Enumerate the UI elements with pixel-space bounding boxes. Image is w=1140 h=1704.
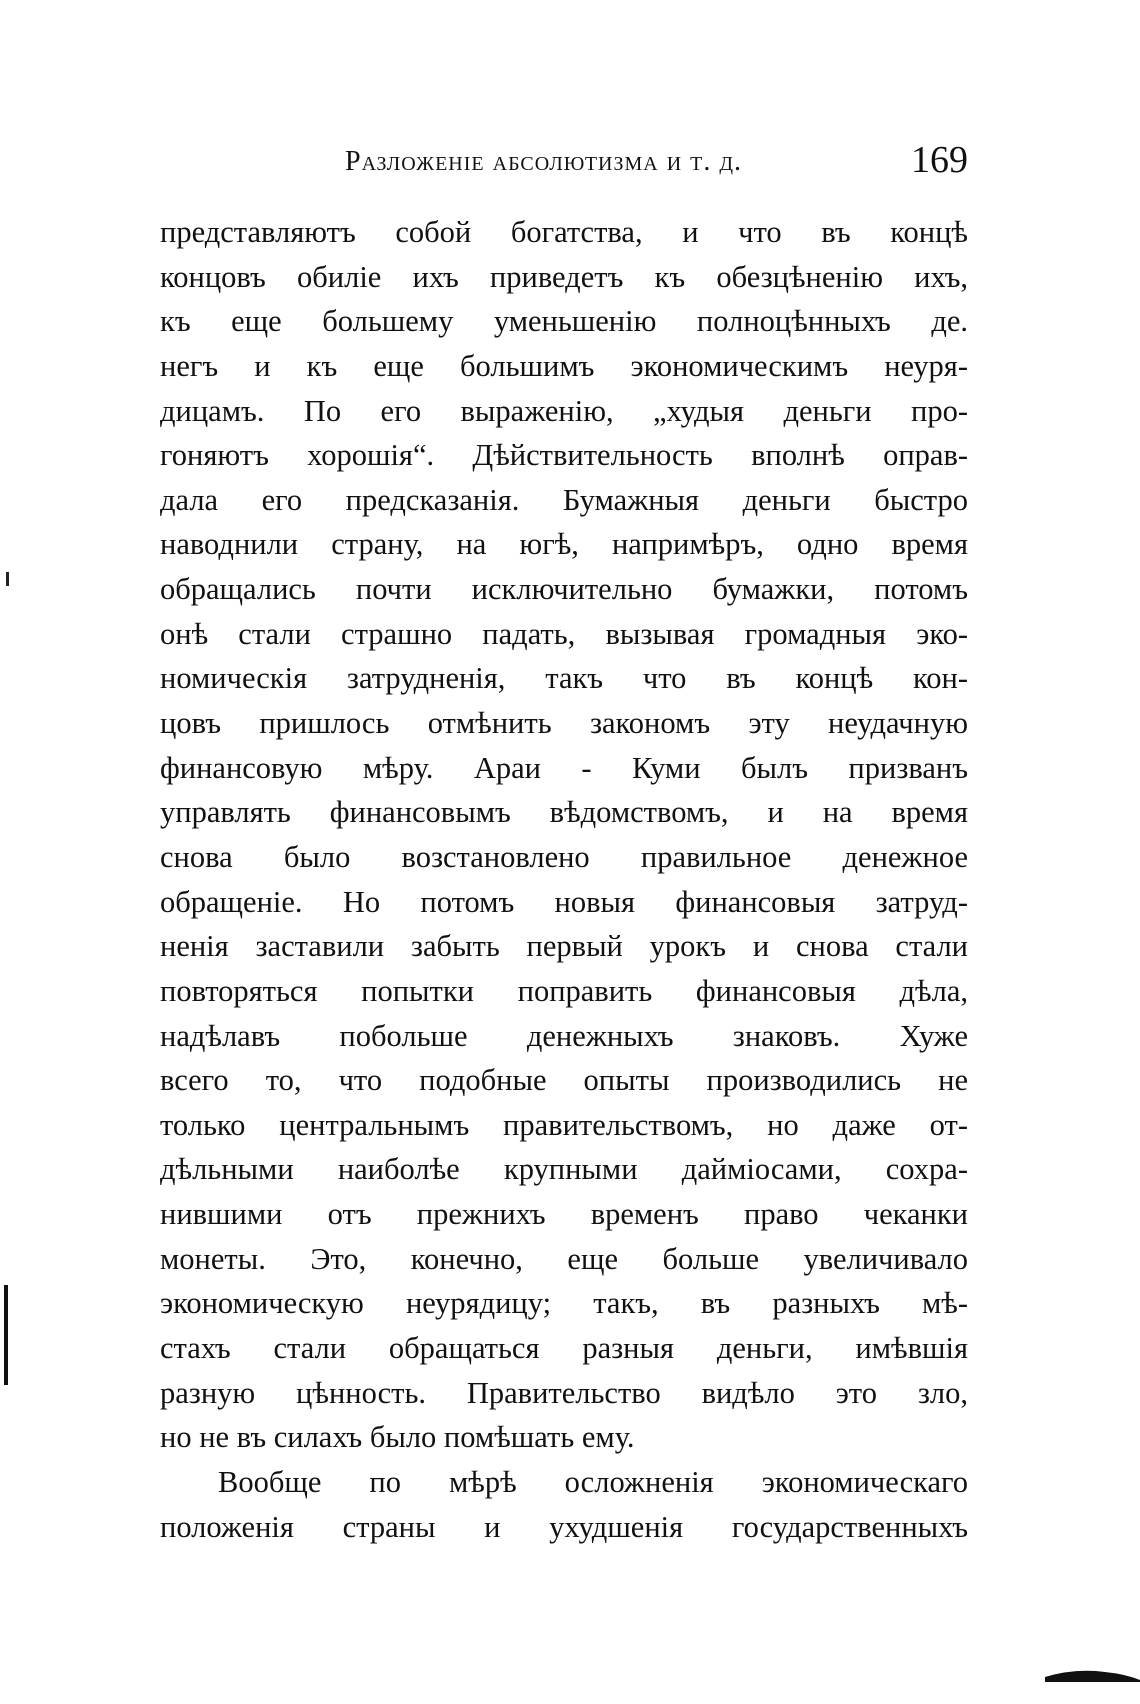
text-line: дицамъ. По его выраженію, „худыя деньги про- (160, 393, 968, 428)
text-line-paragraph-start: Вообще по мѣрѣ осложненія экономическаго (218, 1464, 968, 1499)
text-line: надѣлавъ побольше денежныхъ знаковъ. Хуже (160, 1018, 968, 1053)
text-line: обращеніе. Но потомъ новыя финансовыя затруд- (160, 884, 968, 919)
text-line: наводнили страну, на югѣ, напримѣръ, одно время (160, 527, 968, 562)
text-line: гоняютъ хорошія“. Дѣйствительность вполнѣ оправ- (160, 438, 968, 473)
text-line: цовъ пришлось отмѣнить закономъ эту неудачную (160, 706, 968, 741)
text-line-paragraph-end: но не въ силахъ было помѣшать ему. (160, 1420, 635, 1455)
scan-mark (6, 572, 9, 586)
page-number: 169 (911, 139, 968, 181)
text-line: концовъ обиліе ихъ приведетъ къ обезцѣненію ихъ, (160, 259, 968, 294)
text-line: номическія затрудненія, такъ что въ концѣ кон- (160, 661, 968, 696)
text-line: снова было возстановлено правильное денежное (160, 839, 968, 874)
text-line: повторяться попытки поправить финансовыя дѣла, (160, 973, 968, 1008)
text-line: монеты. Это, конечно, еще больше увеличивало (160, 1241, 968, 1276)
text-line: управлять финансовымъ вѣдомствомъ, и на время (160, 795, 968, 830)
text-line: стахъ стали обращаться разныя деньги, имѣвшія (160, 1331, 968, 1366)
text-line: представляютъ собой богатства, и что въ концѣ (160, 215, 968, 249)
text-line: финансовую мѣру. Араи - Куми былъ призванъ (160, 750, 968, 785)
scan-mark (4, 1285, 8, 1385)
text-line: дѣльными наиболѣе крупными дайміосами, сохра- (160, 1152, 968, 1187)
text-line: экономическую неурядицу; такъ, въ разныхъ мѣ- (160, 1286, 968, 1321)
running-head (160, 138, 968, 188)
text-line: нившими отъ прежнихъ временъ право чеканки (160, 1197, 968, 1232)
text-line: положенія страны и ухудшенія государственныхъ (160, 1509, 968, 1544)
text-block (160, 210, 968, 1549)
text-line: только центральнымъ правительствомъ, но даже от- (160, 1107, 968, 1142)
text-line: онѣ стали страшно падать, вызывая громадныя эко- (160, 616, 968, 651)
text-line: негъ и къ еще большимъ экономическимъ неуря- (160, 348, 968, 383)
running-title: Разложеніе абсолютизма и т. д. (345, 146, 743, 177)
scan-smudge (1045, 1668, 1140, 1682)
text-line: къ еще большему уменьшенію полноцѣнныхъ де. (160, 304, 968, 339)
text-line: ненія заставили забыть первый урокъ и снова стали (160, 929, 968, 964)
text-line: разную цѣнность. Правительство видѣло это зло, (160, 1375, 968, 1410)
text-line: дала его предсказанія. Бумажныя деньги быстро (160, 482, 968, 517)
text-line: всего то, что подобные опыты производились не (160, 1063, 968, 1098)
text-line: обращались почти исключительно бумажки, потомъ (160, 572, 968, 607)
